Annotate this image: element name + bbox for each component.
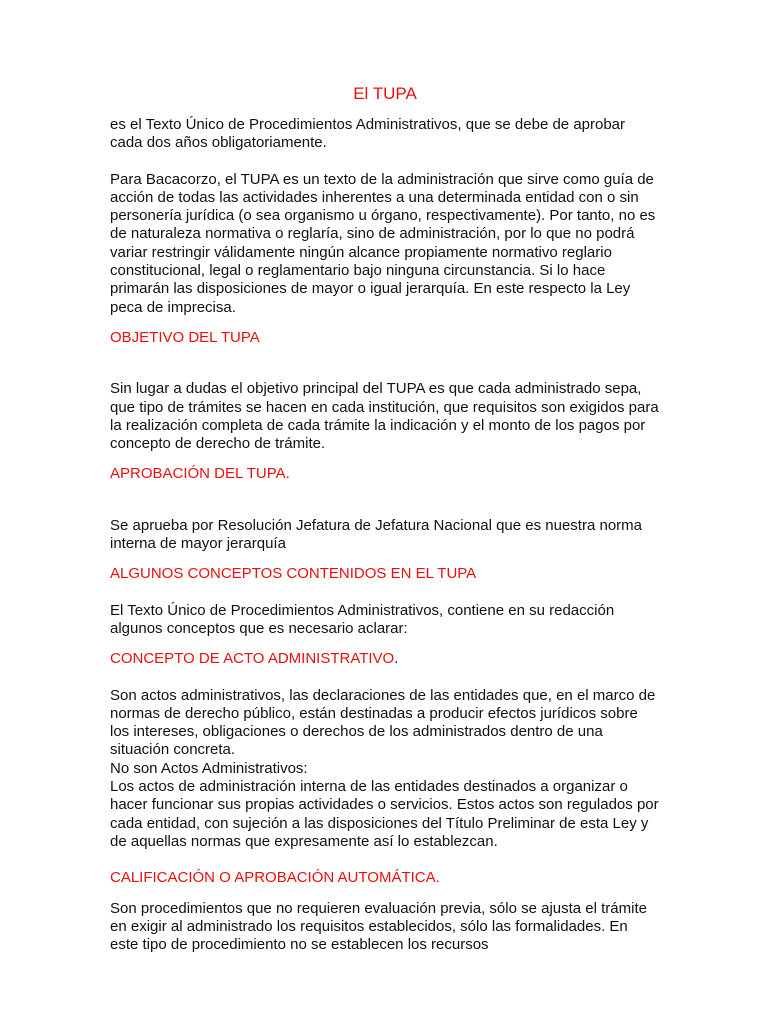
heading-acto-text: CONCEPTO DE ACTO ADMINISTRATIVO [110, 650, 395, 668]
heading-conceptos: ALGUNOS CONCEPTOS CONTENIDOS EN EL TUPA [110, 565, 477, 583]
objetivo-paragraph: Sin lugar a dudas el objetivo principal del TUPA es que cada administrado sepa, que tipo de trámites se hacen en cada institución, que requisitos son exigidos para la realización completa de cada trámite la indicación y el monto de los pagos por concepto de derecho de trámite. [110, 380, 659, 453]
acto-paragraph: Son actos administrativos, las declaraciones de las entidades que, en el marco de normas de derecho público, están destinadas a producir efectos jurídicos sobre los intereses, obligaciones o derechos de los administrados dentro de una situación concreta. [110, 686, 656, 759]
heading-aprobacion: APROBACIÓN DEL TUPA. [110, 465, 290, 483]
aprobacion-paragraph: Se aprueba por Resolución Jefatura de Jefatura Nacional que es nuestra norma interna de mayor jerarquía [110, 516, 642, 553]
intro-paragraph: es el Texto Único de Procedimientos Administrativos, que se debe de aprobar cada dos años obligatoriamente. [110, 116, 626, 152]
bacacorzo-paragraph: Para Bacacorzo, el TUPA es un texto de la administración que sirve como guía de acción de todas las actividades inherentes a una determinada entidad con o sin personería jurídica (o sea organismo u órgano, respectivamente). Por tanto, no es de naturaleza normativa o reglaría, sino de administración, por lo que no podrá variar restringir válidamente ningún alcance propiamente normativo reglario constitucional, legal o reglamentario bajo ninguna circunstancia. Si lo hace primarán las disposiciones de mayor o igual jerarquía. En este respecto la Ley peca de imprecisa. [110, 170, 656, 316]
heading-objetivo: OBJETIVO DEL TUPA [110, 328, 260, 346]
conceptos-paragraph: El Texto Único de Procedimientos Administrativos, contiene en su redacción algunos conceptos que es necesario aclarar: [110, 601, 615, 637]
document-page [110, 84, 660, 954]
heading-acto [110, 650, 660, 668]
heading-acto-dot: . [394, 650, 399, 668]
heading-calificacion: CALIFICACIÓN O APROBACIÓN AUTOMÁTICA. [110, 869, 440, 887]
no-son-label: No son Actos Administrativos: [110, 759, 308, 777]
document-title: El TUPA [353, 84, 417, 103]
calificacion-paragraph: Son procedimientos que no requieren evaluación previa, sólo se ajusta el trámite en exigir al administrado los requisitos establecidos, sólo las formalidades. En este tipo de procedimiento no se establecen los recursos [110, 899, 647, 954]
no-son-paragraph: Los actos de administración interna de las entidades destinados a organizar o hacer funcionar sus propias actividades o servicios. Estos actos son regulados por cada entidad, con sujeción a las disposiciones del Título Preliminar de esta Ley y de aquellas normas que expresamente así lo establezcan. [110, 778, 659, 850]
